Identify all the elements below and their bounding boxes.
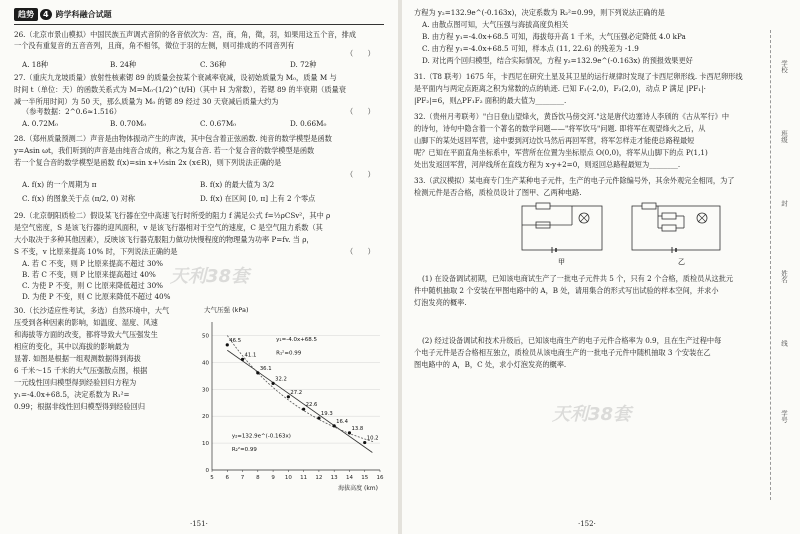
binding-dashed-line bbox=[770, 30, 771, 500]
q30-line1: 30.（长沙适应性考试，多选）自然环境中，大气 bbox=[14, 306, 170, 315]
q29-line4: S 不变，v 比原来提高 10% 时，下列说法正确的是 bbox=[14, 247, 178, 256]
q26-option-b: B. 24种 bbox=[110, 60, 137, 69]
page-number-left: ·151· bbox=[190, 520, 208, 528]
binding-strip bbox=[772, 0, 800, 534]
left-page bbox=[0, 0, 398, 534]
binding-line: 线 bbox=[780, 340, 788, 347]
q30-line6: 6 千米～15 千米的大气压强散点图，根据 bbox=[14, 366, 148, 375]
q29-option-d: D. 为使 P 不变，则 C 比原来降低不超过 40% bbox=[22, 292, 171, 301]
y-tick-label: 40 bbox=[202, 360, 209, 367]
q26-line2: 一个没有重复音的五音音列，且商，角不相邻，徵位于羽的左侧，则可排成的不同音列有 bbox=[14, 41, 295, 50]
page-number-right: ·152· bbox=[578, 520, 596, 528]
x-tick-label: 14 bbox=[345, 475, 353, 481]
q28-line2: y=Asin ωt，我们听到的声音是由纯音合成的，称之为复合音. 若一个复合音的数学模型是函数 bbox=[14, 146, 315, 155]
q33-part1-line2: 件中随机抽取 2 个安装在甲图电路中的 A，B 处，请用集合的形式写出试验的样本空间，并求小 bbox=[414, 286, 719, 295]
watermark-left: 天利38套 bbox=[170, 266, 250, 287]
q33-part2-line2: 个电子元件是否合格相互独立，质检员从该电商生产的一批电子元件中随机抽取 3 个安装在乙 bbox=[414, 348, 711, 357]
q29-paren: （ ） bbox=[346, 247, 375, 256]
q28-option-b: B. f(x) 的最大值为 3/2 bbox=[200, 180, 275, 189]
q30-option-b: B. 由方程 y₁=-4.0x+68.5 可知，海拔每升高 1 千米，大气压强必定降低 4.0 kPa bbox=[422, 32, 686, 41]
binding-name: 姓名 bbox=[780, 270, 788, 283]
header-number: 4 bbox=[40, 9, 52, 20]
q28-line1: 28.（郑州质量预测二）声音是由物体振动产生的声波，其中包含着正弦函数. 纯音的数学模型是函数 bbox=[14, 134, 332, 143]
binding-student-id: 学号 bbox=[780, 410, 788, 423]
q31-line2: 是平面内与两定点距离之积为常数的点的轨迹. 已知 F₁(-2,0)，F₂(2,0)，动点 P 满足 |PF₁|· bbox=[414, 84, 706, 93]
x-tick-label: 8 bbox=[256, 475, 260, 481]
y-tick-label: 30 bbox=[202, 387, 209, 394]
q33-part2-line3: 图电路中的 A，B，C 处，求小灯泡发亮的概率. bbox=[414, 360, 567, 369]
circuit-diagrams bbox=[512, 198, 732, 268]
x-tick-label: 16 bbox=[376, 475, 384, 481]
y-tick-label: 50 bbox=[202, 333, 209, 340]
data-label: 16.4 bbox=[336, 418, 348, 425]
q29-line1: 29.（北京朝阳质检二）假设某飞行器在空中高速飞行时所受的阻力 f 满足公式 f=½ρCSv²，其中 ρ bbox=[14, 211, 331, 220]
binding-class: 班级 bbox=[780, 130, 788, 143]
x-tick-label: 11 bbox=[300, 475, 308, 481]
linear-equation: y₁=-4.0x+68.5 bbox=[276, 336, 318, 343]
header-title: 跨学科融合试题 bbox=[55, 10, 112, 19]
q30-cont-line1: 方程为 y₂=132.9e^(-0.163x)，决定系数为 R₂²=0.99，则下列说法正确的是 bbox=[414, 8, 665, 17]
x-tick-label: 6 bbox=[225, 475, 230, 481]
component-c2 bbox=[662, 225, 676, 231]
caption-a: 甲 bbox=[558, 258, 565, 266]
q29-option-b: B. 若 C 不变，则 P 比原来提高超过 40% bbox=[22, 270, 156, 279]
q32-line1: 32.（贵州月考联考）"白日登山望烽火，黄昏饮马傍交河."这是唐代边塞诗人李颀的《古从军行》中 bbox=[414, 112, 730, 121]
q32-line5: 处出发返回军营，河岸线所在直线方程为 x-y+2=0，则返回总路程最短为________. bbox=[414, 160, 681, 169]
data-label: 19.3 bbox=[320, 411, 333, 418]
q30-line5: 显著. 如图是根据一组观测数据得到海拔 bbox=[14, 354, 141, 363]
q33-part1-line3: 灯泡发亮的概率. bbox=[414, 298, 467, 307]
x-tick-label: 5 bbox=[210, 475, 214, 481]
binding-school: 学校 bbox=[780, 60, 788, 73]
y-tick-label: 0 bbox=[205, 468, 209, 474]
pressure-scatter-chart bbox=[190, 300, 395, 500]
q30-option-a: A. 由散点图可知，大气压强与海拔高度负相关 bbox=[422, 20, 569, 29]
q31-line3: |PF₂|=6，则△PF₁F₂ 面积的最大值为________. bbox=[414, 96, 567, 105]
nonlinear-r2: R₂²=0.99 bbox=[231, 447, 257, 454]
header-divider bbox=[14, 24, 384, 25]
q29-option-c: C. 为使 P 不变，则 C 比原来降低超过 30% bbox=[22, 281, 163, 290]
data-label: 13.8 bbox=[351, 425, 364, 432]
header-trend-label: 趋势 bbox=[14, 8, 38, 21]
q27-option-c: C. 0.67M₀ bbox=[200, 119, 237, 128]
binding-seal: 封 bbox=[780, 200, 788, 207]
y-tick-label: 20 bbox=[202, 414, 209, 421]
circuit-a bbox=[522, 203, 602, 266]
q28-option-a: A. f(x) 的一个周期为 π bbox=[22, 180, 97, 189]
component-a2 bbox=[642, 203, 656, 209]
q27-paren: （ ） bbox=[346, 107, 375, 116]
data-label: 32.2 bbox=[275, 376, 287, 383]
q30-option-c: C. 由方程 y₁=-4.0x+68.5 可知，样本点 (11, 22.6) 的残差为 -1.9 bbox=[422, 44, 639, 53]
circuit-b bbox=[632, 203, 720, 266]
chart-title: 大气压强 (kPa) bbox=[204, 306, 249, 314]
y-tick-label: 10 bbox=[202, 441, 209, 448]
q33-part1-line1: (1) 在设备调试初期，已知该电商试生产了一批电子元件共 5 个，只有 2 个合格，质检员从这批元 bbox=[422, 274, 734, 283]
caption-b: 乙 bbox=[678, 258, 685, 266]
q33-line2: 检测元件是否合格，质检员设计了图甲、乙两种电路. bbox=[414, 188, 582, 197]
nonlinear-equation: y₂=132.9e^(-0.163x) bbox=[231, 433, 291, 440]
component-b2 bbox=[662, 213, 676, 219]
q26-paren: （ ） bbox=[346, 49, 375, 58]
q27-line2: 时间 t（单位：天）的函数关系式为 M=M₀·(1/2)^(t/H)（其中 H 为常数），若锶 89 的半衰期（质量衰 bbox=[14, 85, 346, 94]
q33-part2-line1: (2) 经过设备调试和技术升级后，已知该电商生产的电子元件合格率为 0.9，且在生产过程中每 bbox=[422, 336, 722, 345]
data-label: 36.1 bbox=[259, 365, 272, 372]
data-label: 27.2 bbox=[290, 389, 303, 396]
q29-option-a: A. 若 C 不变，则 P 比原来提高不超过 30% bbox=[22, 259, 163, 268]
x-tick-label: 15 bbox=[361, 475, 369, 481]
q30-line9: 0.99；根据非线性回归模型得到经验回归 bbox=[14, 402, 146, 411]
q27-line3: 减一半所用时间）为 50 天，那么质量为 M₀ 的锶 89 经过 30 天衰减后质量大约为 bbox=[14, 97, 279, 106]
q30-option-d: D. 对比两个回归模型，结合实际情况，方程 y₂=132.9e^(-0.163x) 的预报效果更好 bbox=[422, 56, 693, 65]
q33-line1: 33.（武汉模拟）某电商专门生产某种电子元件，生产的电子元件除编号外，其余外观完全相同，为了 bbox=[414, 176, 735, 185]
q32-line3: 山脚下的某处返回军营，途中要到河边饮马然后再回军营，将军怎样走才能使总路程最短 bbox=[414, 136, 695, 145]
data-label: 10.2 bbox=[366, 435, 379, 442]
q30-line2: 压受到各种因素的影响，如温度、湿度、风速 bbox=[14, 318, 158, 327]
q30-line4: 相应的变化，其中以海拔的影响最为 bbox=[14, 342, 130, 351]
q26-option-d: D. 72种 bbox=[290, 60, 317, 69]
x-tick-label: 13 bbox=[330, 475, 338, 481]
watermark-right: 天利38套 bbox=[552, 404, 632, 425]
x-tick-label: 7 bbox=[240, 475, 245, 481]
q28-paren: （ ） bbox=[346, 170, 375, 179]
q30-line7: 一元线性回归模型得到经验回归方程为 bbox=[14, 378, 137, 387]
x-tick-label: 12 bbox=[315, 475, 323, 481]
right-page bbox=[402, 0, 800, 534]
q26-option-c: C. 36种 bbox=[200, 60, 227, 69]
q28-option-c: C. f(x) 的图象关于点 (π/2, 0) 对称 bbox=[22, 194, 135, 203]
data-label: 22.6 bbox=[305, 402, 318, 409]
data-label: 41.1 bbox=[244, 352, 257, 359]
q27-option-a: A. 0.72M₀ bbox=[22, 119, 59, 128]
q28-option-d: D. f(x) 在区间 [0, π] 上有 2 个零点 bbox=[200, 194, 316, 203]
x-tick-label: 10 bbox=[284, 475, 292, 481]
q30-line8: y₁=-4.0x+68.5，决定系数为 R₁²= bbox=[14, 390, 130, 399]
linear-r2: R₁²=0.99 bbox=[276, 350, 302, 357]
data-label: 46.5 bbox=[229, 337, 242, 344]
q32-line2: 的诗句，诗句中隐含着一个著名的数学问题——"将军饮马"问题. 即将军在观望烽火之后，从 bbox=[414, 124, 706, 133]
x-tick-label: 9 bbox=[271, 475, 275, 481]
section-header bbox=[14, 8, 112, 21]
x-axis-label: 海拔高度 (km) bbox=[338, 485, 378, 492]
q26-line1: 26.（北京市景山模拟）中国民族五声调式音阶的各音依次为：宫，商，角，徵，羽，如果用这五个音，排成 bbox=[14, 30, 357, 39]
q32-line4: 呢？已知在平面直角坐标系中，军营所在位置为坐标原点 O(0,0)，将军从山脚下的点 P(1,1) bbox=[414, 148, 708, 157]
q27-line1: 27.（重庆九龙坡质量）放射性核素锶 89 的质量会按某个衰减率衰减，设初始质量为 M₀，质量 M 与 bbox=[14, 73, 337, 82]
q27-option-b: B. 0.70M₀ bbox=[110, 119, 147, 128]
q27-option-d: D. 0.66M₀ bbox=[290, 119, 327, 128]
component-a bbox=[536, 203, 550, 209]
q26-option-a: A. 18种 bbox=[22, 60, 49, 69]
q29-line2: 是空气密度，S 是该飞行器的迎风面积，v 是该飞行器相对于空气的速度，C 是空气阻力系数（其 bbox=[14, 223, 323, 232]
q31-line1: 31.（T8 联考）1675 年，卡西尼在研究土星及其卫星的运行规律时发现了卡西尼卵形线. 卡西尼卵形线 bbox=[414, 72, 743, 81]
q30-line3: 和海拔等方面的改变，都将导致大气压强发生 bbox=[14, 330, 158, 339]
q28-line3: 若一个复合音的数学模型是函数 f(x)=sin x+½sin 2x (x∈R)，则下列说法正确的是 bbox=[14, 158, 282, 167]
q27-reference: （参考数据：2^0.6≈1.516） bbox=[22, 107, 121, 116]
q29-line3: 大小取决于多种其他因素），反映该飞行器克服阻力做功快慢程度的物理量为功率 P=fv. 当 ρ， bbox=[14, 235, 314, 244]
